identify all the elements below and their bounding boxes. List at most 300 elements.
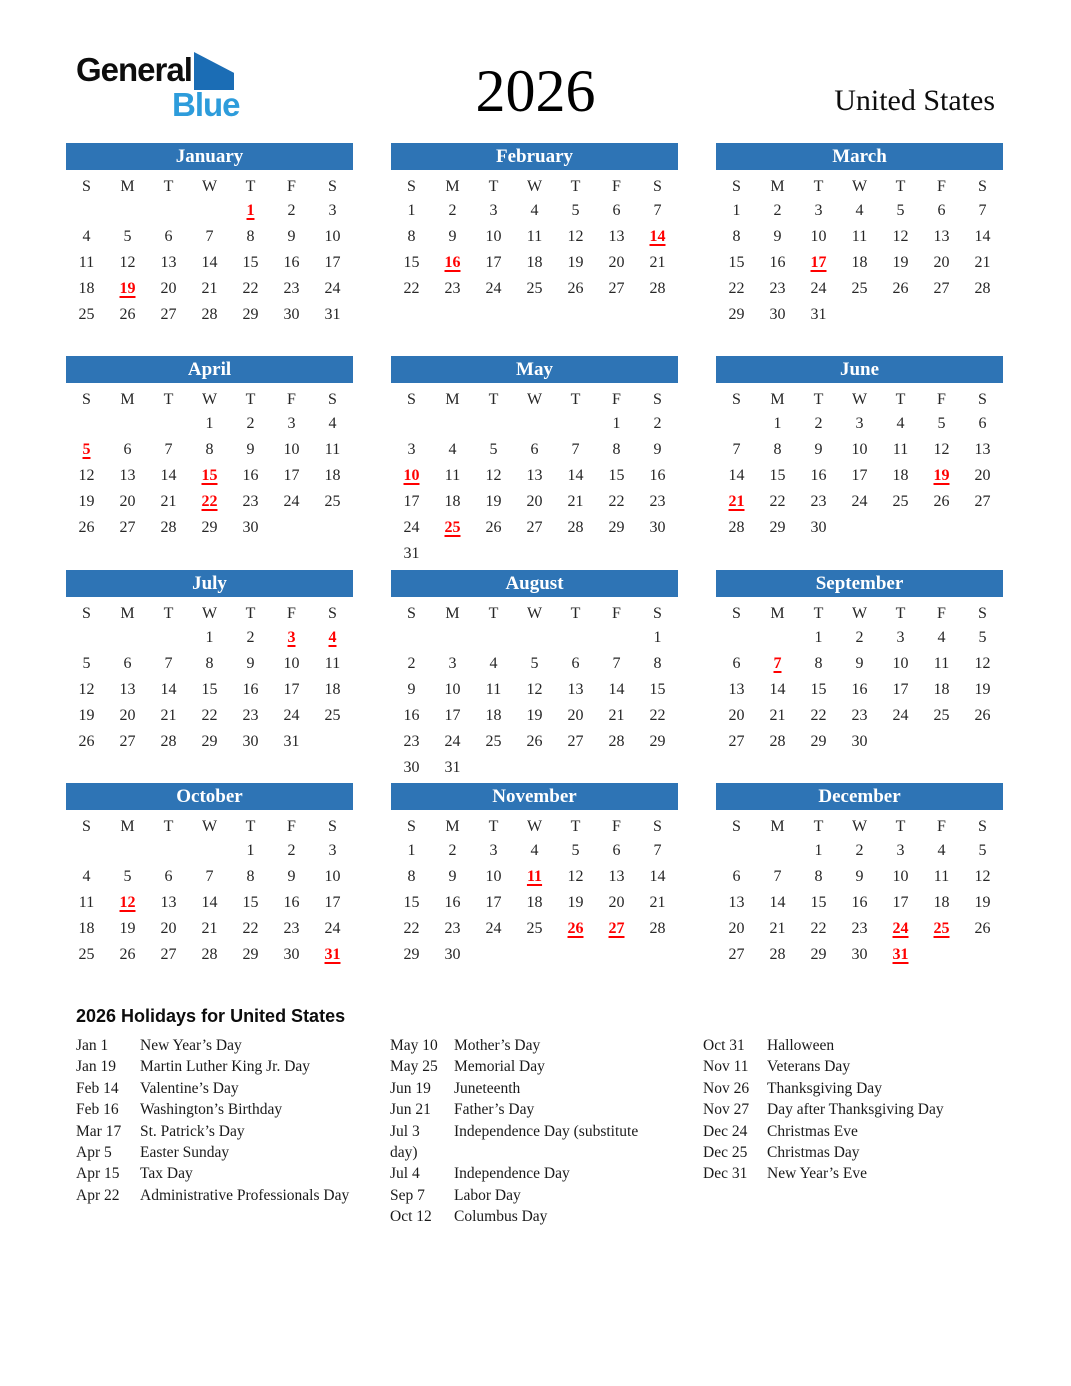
day-cell: 16	[649, 467, 666, 485]
day-cell: 25	[485, 732, 502, 750]
holiday-date: Jul 3	[390, 1122, 420, 1140]
day-cell: 2	[246, 415, 255, 433]
day-cell: 30	[851, 732, 868, 750]
holidays-section	[76, 1006, 1016, 1228]
weekday-label: T	[245, 178, 256, 195]
day-cell: 23	[769, 280, 786, 297]
day-cell: 21	[649, 893, 666, 911]
weekday-label: M	[120, 391, 135, 409]
weekday-label: W	[851, 178, 868, 195]
day-cell: 16	[403, 706, 420, 724]
holiday-day-cell: 17	[810, 254, 827, 271]
day-cell: 31	[324, 306, 341, 323]
day-cell: 8	[814, 654, 823, 672]
day-cell: 28	[201, 945, 218, 963]
year-title: 2026	[475, 58, 596, 124]
day-cell: 24	[283, 493, 300, 511]
empty-day-cell	[716, 411, 757, 437]
weekday-label: T	[570, 178, 581, 195]
day-cell: 26	[974, 706, 991, 724]
empty-day-cell	[514, 625, 555, 651]
holiday-item	[76, 1142, 390, 1163]
day-cell: 19	[526, 706, 543, 724]
holiday-date: Dec 25	[703, 1144, 748, 1162]
day-cell: 14	[160, 467, 177, 485]
day-grid	[716, 838, 1003, 968]
holiday-day-cell: 25	[444, 519, 461, 537]
weekday-row	[716, 597, 1003, 625]
holiday-day-cell: 12	[119, 893, 136, 911]
weekday-label: T	[895, 817, 906, 835]
day-cell: 2	[855, 628, 864, 646]
day-cell: 10	[892, 867, 909, 885]
day-cell: 6	[612, 841, 621, 859]
weekday-label: T	[163, 604, 174, 622]
weekday-label: T	[488, 604, 499, 622]
holiday-item	[76, 1163, 390, 1184]
day-cell: 1	[814, 841, 823, 859]
weekday-label: T	[245, 604, 256, 622]
empty-day-cell	[473, 625, 514, 651]
day-cell: 28	[769, 945, 786, 963]
day-cell: 21	[160, 493, 177, 511]
day-cell: 30	[283, 945, 300, 963]
day-cell: 7	[164, 441, 173, 459]
day-cell: 19	[119, 919, 136, 937]
day-cell: 7	[164, 654, 173, 672]
holiday-date: Apr 15	[76, 1165, 120, 1183]
day-cell: 30	[242, 519, 259, 537]
day-cell: 2	[653, 415, 662, 433]
day-cell: 6	[732, 654, 741, 672]
day-cell: 2	[287, 202, 296, 219]
holiday-name: Halloween	[767, 1037, 835, 1054]
day-cell: 3	[287, 415, 296, 433]
day-cell: 11	[851, 228, 868, 245]
holiday-date: Sep 7	[390, 1186, 425, 1204]
weekday-label: M	[770, 604, 785, 622]
weekday-label: T	[163, 391, 174, 409]
day-cell: 19	[892, 254, 909, 271]
weekday-label: T	[163, 178, 174, 195]
weekday-label: S	[328, 604, 337, 622]
day-cell: 17	[485, 893, 502, 911]
day-cell: 4	[328, 415, 337, 433]
holiday-date: Nov 26	[703, 1079, 750, 1097]
holiday-item	[703, 1142, 1013, 1163]
holiday-date: May 25	[390, 1058, 438, 1076]
holiday-day-cell: 31	[892, 945, 909, 963]
day-cell: 1	[653, 628, 662, 646]
day-cell: 3	[407, 441, 416, 459]
day-cell: 8	[814, 867, 823, 885]
day-cell: 4	[896, 415, 905, 433]
weekday-label: S	[653, 604, 662, 622]
weekday-label: W	[526, 391, 543, 409]
day-cell: 11	[933, 654, 950, 672]
holiday-day-cell: 25	[933, 919, 950, 937]
weekday-label: S	[978, 604, 987, 622]
weekday-row	[716, 170, 1003, 198]
empty-day-cell	[716, 838, 757, 864]
holiday-item	[703, 1163, 1013, 1184]
day-cell: 18	[324, 680, 341, 698]
day-cell: 10	[810, 228, 827, 245]
holiday-column	[390, 1035, 660, 1228]
day-cell: 28	[974, 280, 991, 297]
holiday-day-cell: 4	[328, 628, 337, 646]
day-cell: 2	[814, 415, 823, 433]
weekday-label: T	[895, 178, 906, 195]
day-cell: 29	[242, 306, 259, 323]
day-cell: 18	[526, 254, 543, 271]
day-cell: 4	[82, 228, 91, 245]
day-cell: 12	[974, 867, 991, 885]
weekday-label: S	[732, 817, 741, 835]
day-cell: 20	[974, 467, 991, 485]
day-grid	[716, 625, 1003, 755]
day-cell: 28	[649, 280, 666, 297]
day-cell: 26	[485, 519, 502, 537]
day-grid	[391, 625, 678, 781]
day-cell: 14	[567, 467, 584, 485]
day-cell: 10	[851, 441, 868, 459]
day-cell: 25	[933, 706, 950, 724]
weekday-row	[391, 810, 678, 838]
month-title: April	[66, 356, 353, 383]
holiday-day-cell: 21	[728, 493, 745, 511]
holiday-day-cell: 10	[403, 467, 420, 485]
holiday-date: Jun 21	[390, 1101, 431, 1119]
day-cell: 18	[78, 919, 95, 937]
holiday-day-cell: 19	[119, 280, 136, 297]
day-cell: 2	[448, 202, 457, 219]
holiday-date: Dec 31	[703, 1165, 748, 1183]
month-title: March	[716, 143, 1003, 170]
holiday-day-cell: 11	[526, 867, 543, 885]
weekday-row	[66, 810, 353, 838]
day-cell: 6	[937, 202, 946, 219]
day-cell: 21	[649, 254, 666, 271]
day-cell: 15	[242, 254, 259, 271]
day-cell: 16	[242, 680, 259, 698]
weekday-label: S	[407, 817, 416, 835]
day-cell: 2	[448, 841, 457, 859]
day-grid	[716, 411, 1003, 541]
months-grid	[66, 143, 1003, 996]
day-cell: 7	[612, 654, 621, 672]
weekday-label: M	[770, 817, 785, 835]
day-cell: 20	[160, 280, 177, 297]
weekday-row	[66, 383, 353, 411]
day-cell: 20	[608, 254, 625, 271]
holiday-date: Apr 22	[76, 1186, 120, 1204]
day-grid	[391, 838, 678, 968]
day-cell: 16	[810, 467, 827, 485]
day-cell: 23	[283, 280, 300, 297]
month-june	[716, 356, 1003, 569]
weekday-label: W	[526, 178, 543, 195]
day-cell: 17	[403, 493, 420, 511]
day-cell: 23	[851, 706, 868, 724]
holiday-name: Day after Thanksgiving Day	[767, 1101, 944, 1119]
day-cell: 30	[810, 519, 827, 537]
weekday-label: S	[732, 391, 741, 409]
day-cell: 18	[324, 467, 341, 485]
country-title: United States	[834, 84, 995, 117]
weekday-label: S	[732, 604, 741, 622]
day-cell: 15	[769, 467, 786, 485]
holiday-date: Jan 1	[76, 1037, 109, 1054]
day-cell: 4	[530, 202, 539, 219]
holiday-name: Father’s Day	[454, 1101, 535, 1119]
day-cell: 5	[978, 628, 987, 646]
weekday-label: F	[287, 604, 296, 622]
holiday-day-cell: 7	[773, 654, 782, 672]
day-cell: 1	[732, 202, 741, 219]
weekday-label: S	[407, 604, 416, 622]
day-cell: 2	[407, 654, 416, 672]
day-cell: 16	[283, 893, 300, 911]
weekday-label: S	[82, 178, 91, 195]
weekday-label: S	[328, 817, 337, 835]
month-march	[716, 143, 1003, 356]
day-cell: 17	[485, 254, 502, 271]
weekday-label: T	[895, 604, 906, 622]
month-title: October	[66, 783, 353, 810]
weekday-label: W	[851, 391, 868, 409]
day-cell: 8	[246, 228, 255, 245]
month-title: August	[391, 570, 678, 597]
day-cell: 23	[242, 706, 259, 724]
day-cell: 25	[78, 306, 95, 323]
day-cell: 27	[160, 306, 177, 323]
day-cell: 22	[608, 493, 625, 511]
day-cell: 13	[119, 680, 136, 698]
weekday-label: S	[978, 817, 987, 835]
day-cell: 29	[810, 945, 827, 963]
day-cell: 21	[974, 254, 991, 271]
day-cell: 9	[448, 228, 457, 245]
day-cell: 7	[571, 441, 580, 459]
holiday-name: Christmas Eve	[767, 1122, 858, 1140]
holiday-date: Apr 5	[76, 1144, 112, 1162]
holiday-name: Valentine’s Day	[140, 1079, 239, 1097]
day-cell: 20	[728, 706, 745, 724]
holiday-name: Columbus Day	[454, 1208, 548, 1226]
day-cell: 17	[283, 680, 300, 698]
weekday-label: T	[895, 391, 906, 409]
month-title: September	[716, 570, 1003, 597]
day-cell: 3	[328, 202, 337, 219]
day-cell: 22	[242, 280, 259, 297]
day-cell: 30	[769, 306, 786, 323]
weekday-label: W	[201, 817, 218, 835]
day-cell: 24	[485, 280, 502, 297]
day-cell: 27	[567, 732, 584, 750]
day-cell: 25	[324, 706, 341, 724]
day-cell: 24	[403, 519, 420, 537]
day-cell: 21	[160, 706, 177, 724]
day-cell: 7	[205, 228, 214, 245]
day-cell: 6	[571, 654, 580, 672]
day-cell: 12	[526, 680, 543, 698]
empty-day-cell	[107, 625, 148, 651]
day-cell: 30	[649, 519, 666, 537]
holiday-name: Independence Day (substitute day)	[390, 1122, 639, 1162]
day-cell: 7	[205, 867, 214, 885]
holiday-name: New Year’s Eve	[767, 1165, 868, 1183]
holiday-date: Feb 16	[76, 1101, 119, 1119]
holiday-item	[390, 1056, 660, 1077]
holiday-date: Dec 24	[703, 1122, 748, 1140]
day-cell: 12	[78, 680, 95, 698]
holiday-date: Oct 12	[390, 1208, 432, 1226]
day-cell: 1	[814, 628, 823, 646]
day-cell: 10	[485, 228, 502, 245]
weekday-label: M	[445, 604, 460, 622]
empty-day-cell	[148, 411, 189, 437]
day-cell: 14	[201, 254, 218, 271]
day-cell: 12	[567, 867, 584, 885]
day-cell: 3	[489, 202, 498, 219]
holiday-date: Feb 14	[76, 1079, 119, 1097]
day-cell: 23	[242, 493, 259, 511]
day-cell: 27	[728, 945, 745, 963]
day-cell: 6	[978, 415, 987, 433]
holiday-name: Veterans Day	[767, 1058, 851, 1076]
day-cell: 8	[732, 228, 741, 245]
day-cell: 21	[769, 919, 786, 937]
holiday-day-cell: 19	[933, 467, 950, 485]
day-cell: 18	[892, 467, 909, 485]
day-cell: 20	[160, 919, 177, 937]
weekday-label: M	[120, 604, 135, 622]
day-cell: 4	[937, 841, 946, 859]
weekday-label: T	[813, 817, 824, 835]
empty-day-cell	[596, 625, 637, 651]
holiday-day-cell: 5	[82, 441, 91, 459]
day-cell: 2	[287, 841, 296, 859]
day-cell: 5	[530, 654, 539, 672]
day-cell: 19	[78, 706, 95, 724]
day-cell: 22	[649, 706, 666, 724]
holiday-date: May 10	[390, 1037, 438, 1054]
day-cell: 11	[78, 254, 95, 271]
day-cell: 6	[123, 441, 132, 459]
holiday-item	[703, 1121, 1013, 1142]
day-cell: 18	[444, 493, 461, 511]
logo-text-blue: Blue	[172, 86, 240, 123]
weekday-row	[66, 597, 353, 625]
weekday-label: T	[488, 178, 499, 195]
month-title: June	[716, 356, 1003, 383]
weekday-label: M	[120, 817, 135, 835]
weekday-label: S	[82, 391, 91, 409]
holidays-title: 2026 Holidays for United States	[76, 1006, 346, 1026]
holiday-name: Independence Day	[454, 1165, 570, 1183]
holiday-item	[76, 1056, 390, 1077]
day-cell: 20	[119, 493, 136, 511]
day-cell: 12	[119, 254, 136, 271]
weekday-label: S	[407, 391, 416, 409]
day-cell: 8	[407, 867, 416, 885]
day-cell: 14	[201, 893, 218, 911]
day-cell: 13	[728, 893, 745, 911]
day-cell: 1	[407, 202, 416, 219]
day-cell: 20	[608, 893, 625, 911]
day-cell: 6	[123, 654, 132, 672]
day-cell: 11	[485, 680, 502, 698]
day-cell: 28	[769, 732, 786, 750]
weekday-label: F	[612, 391, 621, 409]
holiday-name: Martin Luther King Jr. Day	[140, 1058, 311, 1076]
day-cell: 13	[933, 228, 950, 245]
day-cell: 25	[851, 280, 868, 297]
day-cell: 9	[407, 680, 416, 698]
day-cell: 13	[160, 254, 177, 271]
weekday-label: W	[201, 604, 218, 622]
day-cell: 14	[769, 893, 786, 911]
month-title: December	[716, 783, 1003, 810]
day-cell: 9	[246, 441, 255, 459]
day-cell: 6	[164, 867, 173, 885]
weekday-label: M	[770, 178, 785, 195]
holiday-item	[76, 1121, 390, 1142]
day-cell: 3	[328, 841, 337, 859]
day-cell: 14	[974, 228, 991, 245]
day-cell: 13	[567, 680, 584, 698]
weekday-label: S	[328, 391, 337, 409]
holiday-column	[703, 1035, 1013, 1185]
day-cell: 25	[324, 493, 341, 511]
day-cell: 24	[444, 732, 461, 750]
empty-day-cell	[66, 411, 107, 437]
day-cell: 20	[728, 919, 745, 937]
day-cell: 26	[78, 732, 95, 750]
month-november	[391, 783, 678, 996]
day-cell: 1	[205, 628, 214, 646]
holiday-day-cell: 15	[201, 467, 218, 485]
holiday-day-cell: 26	[567, 919, 584, 937]
weekday-label: F	[612, 178, 621, 195]
day-cell: 1	[205, 415, 214, 433]
day-cell: 27	[160, 945, 177, 963]
day-cell: 4	[530, 841, 539, 859]
day-cell: 11	[933, 867, 950, 885]
day-cell: 22	[810, 706, 827, 724]
holiday-name: Labor Day	[454, 1186, 521, 1204]
day-cell: 29	[201, 732, 218, 750]
day-cell: 19	[567, 893, 584, 911]
day-cell: 31	[403, 545, 420, 563]
empty-day-cell	[66, 625, 107, 651]
weekday-label: S	[978, 391, 987, 409]
day-cell: 15	[728, 254, 745, 271]
weekday-label: F	[287, 817, 296, 835]
month-august	[391, 570, 678, 783]
day-cell: 16	[851, 680, 868, 698]
month-title: May	[391, 356, 678, 383]
weekday-label: F	[937, 817, 946, 835]
day-cell: 15	[649, 680, 666, 698]
day-cell: 13	[119, 467, 136, 485]
holiday-item	[390, 1185, 660, 1206]
weekday-label: T	[488, 817, 499, 835]
holiday-item	[390, 1121, 660, 1164]
weekday-label: F	[937, 391, 946, 409]
day-cell: 8	[773, 441, 782, 459]
